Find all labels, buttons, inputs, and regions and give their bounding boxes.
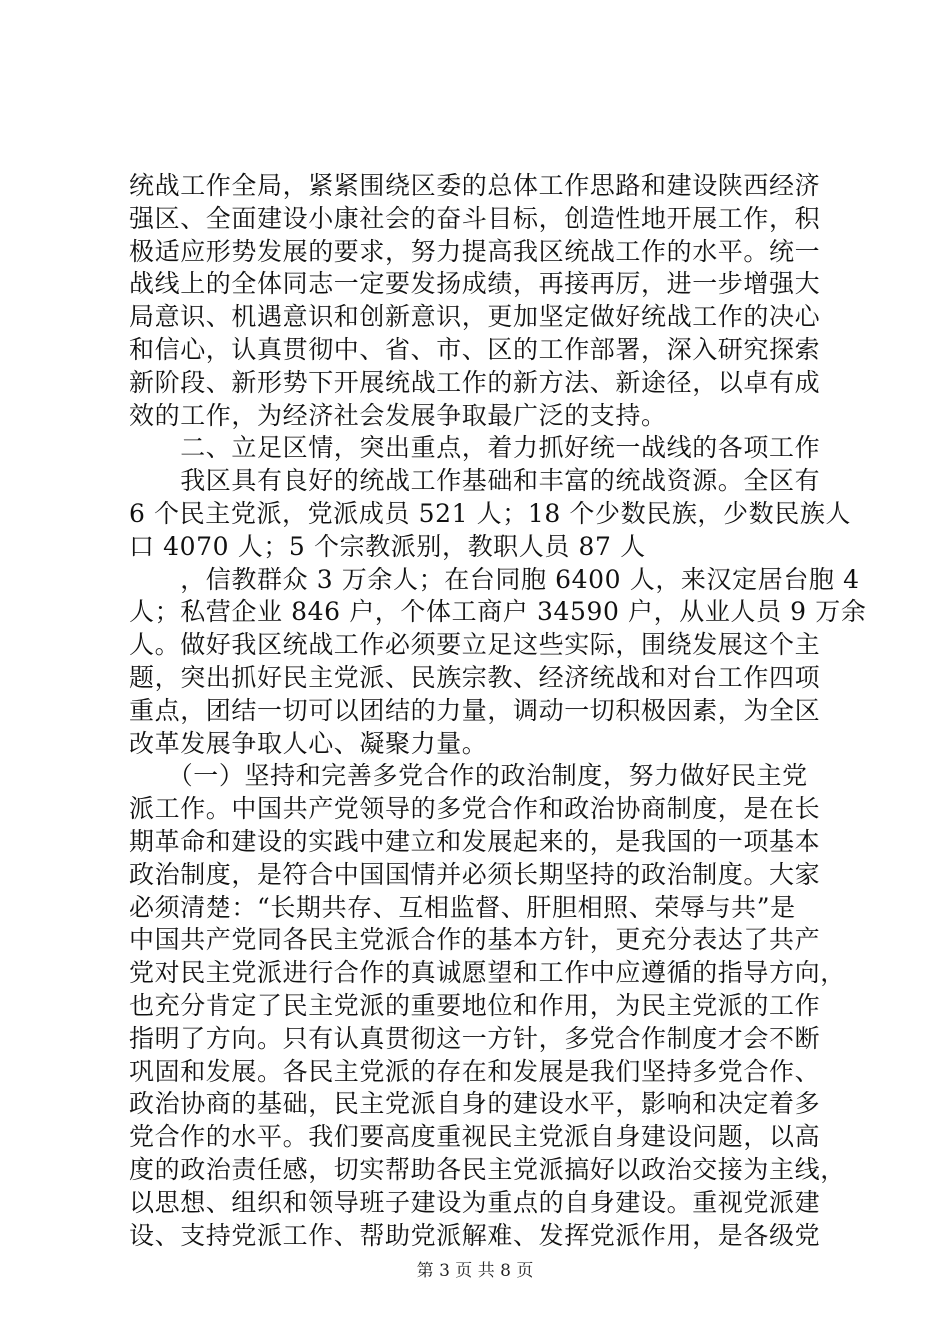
body-line: 政治协商的基础，民主党派自身的建设水平，影响和决定着多	[129, 1089, 821, 1119]
body-line: 极适应形势发展的要求，努力提高我区统战工作的水平。统一	[129, 236, 821, 266]
body-line: 二、立足区情，突出重点，着力抓好统一战线的各项工作	[129, 433, 821, 463]
body-line: 期革命和建设的实践中建立和发展起来的，是我国的一项基本	[129, 826, 821, 856]
body-line: 指明了方向。只有认真贯彻这一方针，多党合作制度才会不断	[129, 1023, 821, 1053]
body-line: 政治制度，是符合中国国情并必须长期坚持的政治制度。大家	[129, 859, 821, 889]
body-line: （一）坚持和完善多党合作的政治制度，努力做好民主党	[129, 761, 808, 791]
body-line: 战线上的全体同志一定要发扬成绩，再接再厉，进一步增强大	[129, 269, 821, 299]
body-line: 口 4070 人；5 个宗教派别，教职人员 87 人	[129, 531, 646, 561]
body-line: 重点，团结一切可以团结的力量，调动一切积极因素，为全区	[129, 695, 821, 725]
body-line: 6 个民主党派，党派成员 521 人；18 个少数民族，少数民族人	[129, 498, 852, 528]
body-line: 人。做好我区统战工作必须要立足这些实际，围绕发展这个主	[129, 630, 821, 660]
body-line: 派工作。中国共产党领导的多党合作和政治协商制度，是在长	[129, 794, 821, 824]
body-line: 人；私营企业 846 户，个体工商户 34590 户，从业人员 9 万余	[129, 597, 867, 627]
body-line: 题，突出抓好民主党派、民族宗教、经济统战和对台工作四项	[129, 662, 821, 692]
body-line: 设、支持党派工作、帮助党派解难、发挥党派作用，是各级党	[129, 1220, 821, 1250]
body-line: 党对民主党派进行合作的真诚愿望和工作中应遵循的指导方向，	[129, 958, 846, 988]
body-line: ，信教群众 3 万余人；在台同胞 6400 人，来汉定居台胞 4	[129, 564, 860, 594]
body-line: 必须清楚：“长期共存、互相监督、肝胆相照、荣辱与共”是	[129, 892, 796, 922]
body-line: 党合作的水平。我们要高度重视民主党派自身建设问题，以高	[129, 1122, 821, 1152]
body-line: 度的政治责任感，切实帮助各民主党派搞好以政治交接为主线，	[129, 1154, 846, 1184]
body-line: 强区、全面建设小康社会的奋斗目标，创造性地开展工作，积	[129, 203, 821, 233]
body-line: 局意识、机遇意识和创新意识，更加坚定做好统战工作的决心	[129, 302, 821, 332]
body-line: 我区具有良好的统战工作基础和丰富的统战资源。全区有	[129, 466, 821, 496]
body-line: 巩固和发展。各民主党派的存在和发展是我们坚持多党合作、	[129, 1056, 821, 1086]
body-line: 效的工作，为经济社会发展争取最广泛的支持。	[129, 400, 667, 430]
body-line: 中国共产党同各民主党派合作的基本方针，更充分表达了共产	[129, 925, 821, 955]
body-line: 改革发展争取人心、凝聚力量。	[129, 728, 488, 758]
body-line: 也充分肯定了民主党派的重要地位和作用，为民主党派的工作	[129, 990, 821, 1020]
body-line: 统战工作全局，紧紧围绕区委的总体工作思路和建设陕西经济	[129, 171, 821, 200]
page-footer: 第 3 页 共 8 页	[416, 1261, 534, 1281]
body-line: 和信心，认真贯彻中、省、市、区的工作部署，深入研究探索	[129, 334, 821, 364]
body-line: 新阶段、新形势下开展统战工作的新方法、新途径，以卓有成	[129, 367, 821, 397]
body-line: 以思想、组织和领导班子建设为重点的自身建设。重视党派建	[129, 1187, 821, 1217]
document-body	[129, 170, 867, 1252]
